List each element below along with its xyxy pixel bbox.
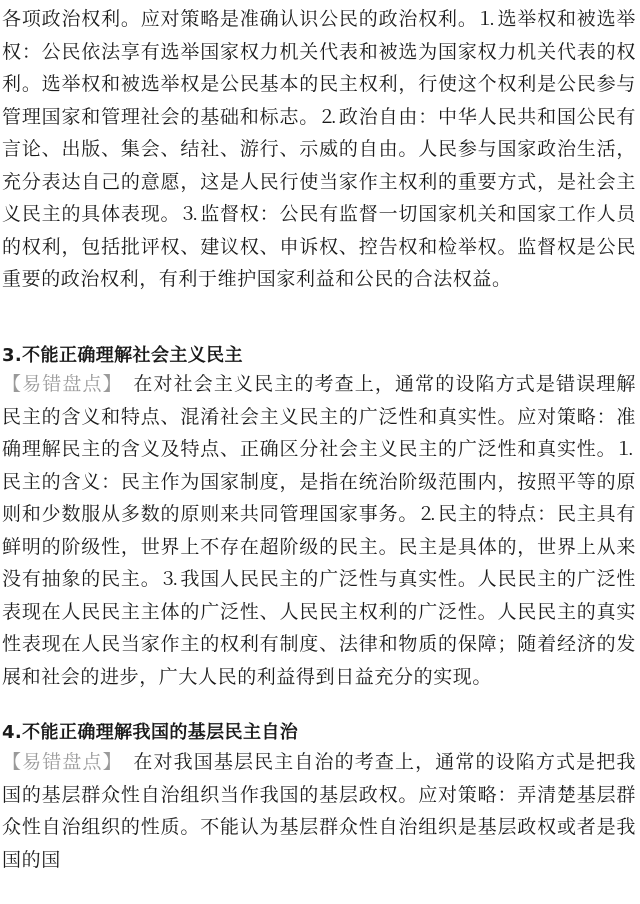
paragraph-body: 在对我国基层民主自治的考查上，通常的设陷方式是把我国的基层群众性自治组织当作我国的基层政权。应对策略：弄清楚基层群众性自治组织的性质。不能认为基层群众性自治组织是基层政权或者是我国的国 — [2, 751, 636, 871]
section-heading-socialist-democracy: 3.不能正确理解社会主义民主 — [2, 345, 243, 366]
error-review-tag: 【易错盘点】 — [2, 373, 114, 395]
paragraph-body: 在对社会主义民主的考查上，通常的设陷方式是错误理解民主的含义和特点、混淆社会主义民主的广泛性和真实性。应对策略：准确理解民主的含义及特点、正确区分社会主义民主的广泛性和真实性。⒈民主的含义：民主作为国家制度，是指在统治阶级范围内，按照平等的原则和少数服从多数的原则来共同管理国家事务。⒉民主的特点：民主具有鲜明的阶级性，世界上不存在超阶级的民主。民主是具体的，世界上从来没有抽象的民主。⒊我国人民民主的广泛性与真实性。人民民主的广泛性表现在人民民主主体的广泛性、人民民主权利的广泛性。人民民主的真实性表现在人民当家作主的权利有制度、法律和物质的保障；随着经济的发展和社会的进步，广大人民的利益得到日益充分的实现。 — [2, 373, 636, 688]
paragraph-political-rights: 各项政治权利。应对策略是准确认识公民的政治权利。⒈选举权和被选举权：公民依法享有选举国家权力机关代表和被选为国家权力机关代表的权利。选举权和被选举权是公民基本的民主权利，行使这个权利是公民参与管理国家和管理社会的基础和标志。⒉政治自由：中华人民共和国公民有言论、出版、集会、结社、游行、示威的自由。人民参与国家政治生活，充分表达自己的意愿，这是人民行使当家作主权利的重要方式，是社会主义民主的具体表现。⒊监督权：公民有监督一切国家机关和国家工作人员的权利，包括批评权、建议权、申诉权、控告权和检举权。监督权是公民重要的政治权利，有利于维护国家利益和公民的合法权益。 — [2, 8, 636, 290]
paragraph-socialist-democracy — [2, 368, 636, 693]
error-review-tag: 【易错盘点】 — [2, 751, 114, 773]
section-heading-grassroots-autonomy: 4.不能正确理解我国的基层民主自治 — [2, 722, 299, 743]
paragraph-grassroots-autonomy — [2, 746, 636, 876]
